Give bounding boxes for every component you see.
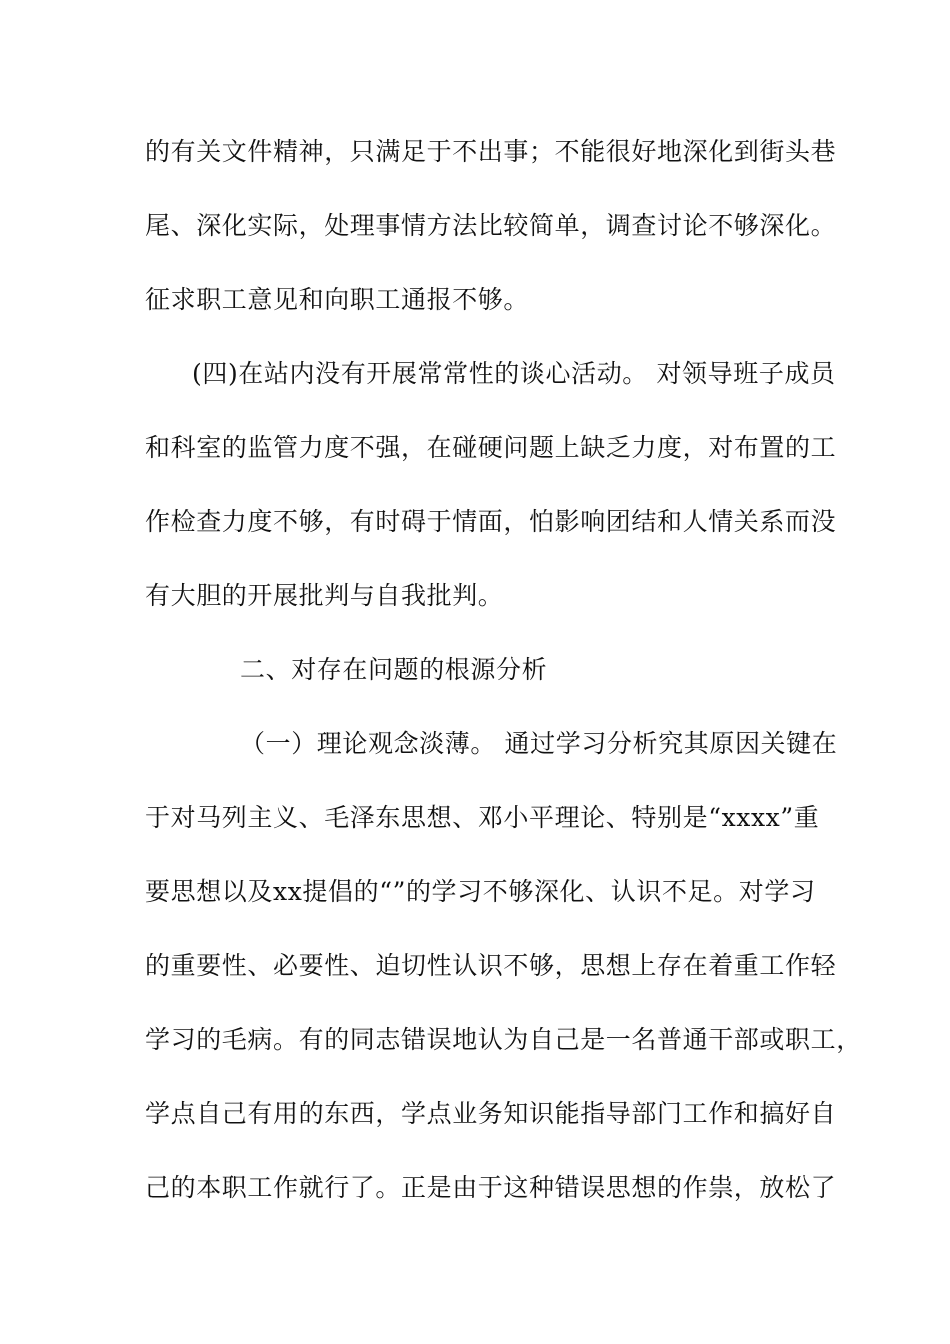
text-line: 要思想以及xx提倡的“”的学习不够深化、认识不足。对学习 xyxy=(145,877,816,906)
text-line: 的有关文件精神，只满足于不出事；不能很好地深化到街头巷 xyxy=(145,137,837,166)
text-line: 己的本职工作就行了。正是由于这种错误思想的作祟，放松了 xyxy=(145,1173,837,1202)
text-line: 学点自己有用的东西，学点业务知识能指导部门工作和搞好自 xyxy=(145,1099,837,1128)
text-line: (四)在站内没有开展常常性的谈心活动。 对领导班子成员 xyxy=(192,359,836,388)
text-line: 作检查力度不够，有时碍于情面，怕影响团结和人情关系而没 xyxy=(145,507,837,536)
text-line: 征求职工意见和向职工通报不够。 xyxy=(145,285,530,314)
text-line: 于对马列主义、毛泽东思想、邓小平理论、特别是“xxxx”重 xyxy=(145,803,820,832)
text-line: 尾、深化实际，处理事情方法比较简单，调查讨论不够深化。 xyxy=(145,211,837,240)
text-line: 学习的毛病。有的同志错误地认为自己是一名普通干部或职工， xyxy=(145,1025,862,1054)
section-heading: 二、对存在问题的根源分析 xyxy=(240,655,548,684)
text-line: （一）理论观念淡薄。 通过学习分析究其原因关键在 xyxy=(240,729,838,758)
text-line: 和科室的监管力度不强，在碰硬问题上缺乏力度，对布置的工 xyxy=(145,433,837,462)
text-line: 有大胆的开展批判与自我批判。 xyxy=(145,581,504,610)
text-line: 的重要性、必要性、迫切性认识不够，思想上存在着重工作轻 xyxy=(145,951,837,980)
